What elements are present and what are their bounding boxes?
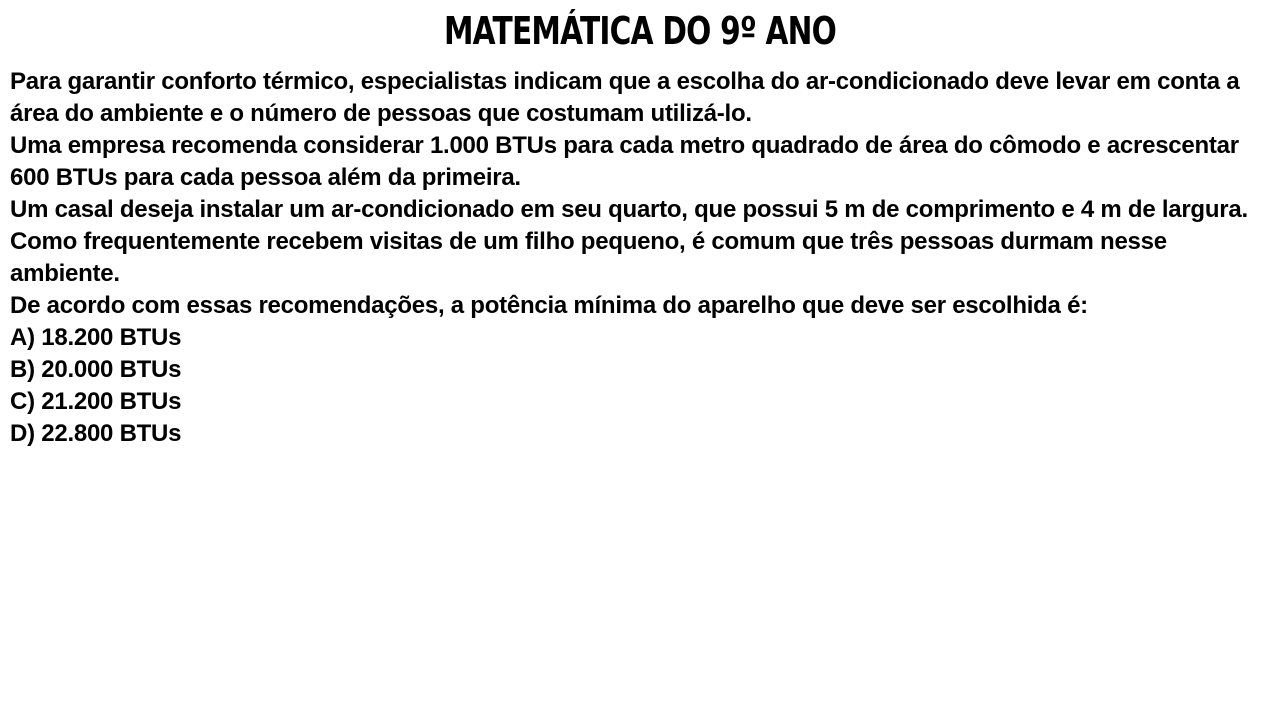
question-paragraph: Para garantir conforto térmico, especialistas indicam que a escolha do ar-condicionado deve levar em conta a área do ambiente e o número de pessoas que costumam utilizá-lo.: [10, 68, 1240, 127]
answer-option-b: B) 20.000 BTUs: [10, 356, 182, 383]
question-paragraph: Um casal deseja instalar um ar-condicionado em seu quarto, que possui 5 m de comprimento e 4 m de largura. Como frequentemente recebem visitas de um filho pequeno, é comum que três pessoas durmam nesse ambiente.: [10, 196, 1248, 287]
question-prompt: De acordo com essas recomendações, a potência mínima do aparelho que deve ser escolhida é:: [10, 292, 1088, 319]
page-title: MATEMÁTICA DO 9º ANO: [443, 9, 837, 53]
question-body: [10, 66, 1276, 450]
answer-option-a: A) 18.200 BTUs: [10, 324, 182, 351]
answer-options: [10, 322, 1276, 450]
question-paragraph: Uma empresa recomenda considerar 1.000 BTUs para cada metro quadrado de área do cômodo e acrescentar 600 BTUs para cada pessoa além da primeira.: [10, 132, 1239, 191]
answer-option-d: D) 22.800 BTUs: [10, 420, 182, 447]
answer-option-c: C) 21.200 BTUs: [10, 388, 182, 415]
